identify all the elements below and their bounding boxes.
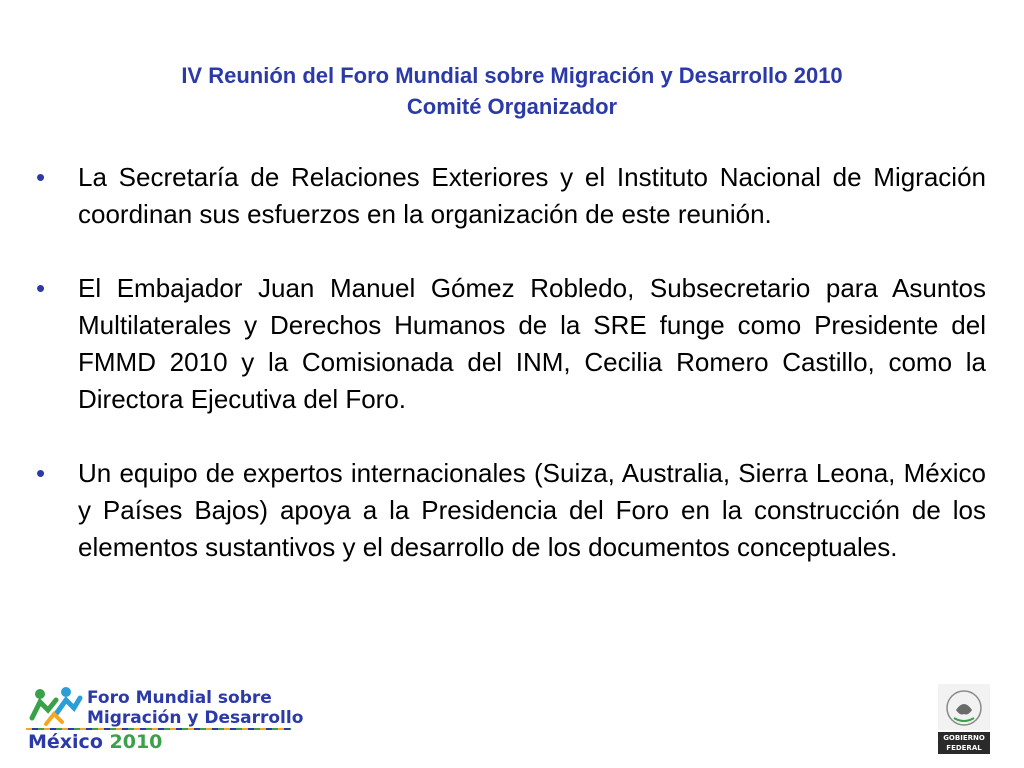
logo-country: México xyxy=(28,731,103,753)
bullet-marker: • xyxy=(36,273,46,303)
gov-label-line-2: FEDERAL xyxy=(946,744,982,752)
logo-year: 2010 xyxy=(109,731,163,753)
bullet-text: El Embajador Juan Manuel Gómez Robledo, Subsecretario para Asuntos Multilaterales y Derechos Humanos de la SRE funge como Presidente del FMMD 2010 y la Comisionada del INM, Cecilia Romero Castillo, como la Directora Ejecutiva del Foro. xyxy=(78,273,986,414)
logo-line-2: Migración y Desarrollo xyxy=(87,708,304,728)
bullet-item xyxy=(36,270,986,418)
bullet-marker: • xyxy=(36,458,46,488)
government-label xyxy=(938,732,990,754)
bullet-marker: • xyxy=(36,162,46,192)
logo-decorative-strip xyxy=(26,728,291,730)
bullet-item xyxy=(36,455,986,566)
bullet-list xyxy=(36,159,986,603)
bullet-text: Un equipo de expertos internacionales (Suiza, Australia, Sierra Leona, México y Países Bajos) apoya a la Presidencia del Foro en la construcción de los elementos sustantivos y el desarrollo de los documentos conceptuales. xyxy=(78,458,986,562)
bullet-item xyxy=(36,159,986,233)
government-logo xyxy=(938,684,990,756)
running-figures-icon xyxy=(26,684,84,728)
slide-title: IV Reunión del Foro Mundial sobre Migración y Desarrollo 2010 xyxy=(181,63,843,88)
slide-header xyxy=(0,60,1024,122)
mexican-eagle-seal-icon xyxy=(938,684,990,730)
forum-logo xyxy=(26,684,304,756)
logo-line-3 xyxy=(28,732,162,752)
logo-line-1: Foro Mundial sobre xyxy=(87,688,272,708)
bullet-text: La Secretaría de Relaciones Exteriores y el Instituto Nacional de Migración coordinan sus esfuerzos en la organización de este reunión. xyxy=(78,162,986,229)
gov-label-line-1: GOBIERNO xyxy=(943,734,985,742)
slide-subtitle: Comité Organizador xyxy=(406,94,618,119)
